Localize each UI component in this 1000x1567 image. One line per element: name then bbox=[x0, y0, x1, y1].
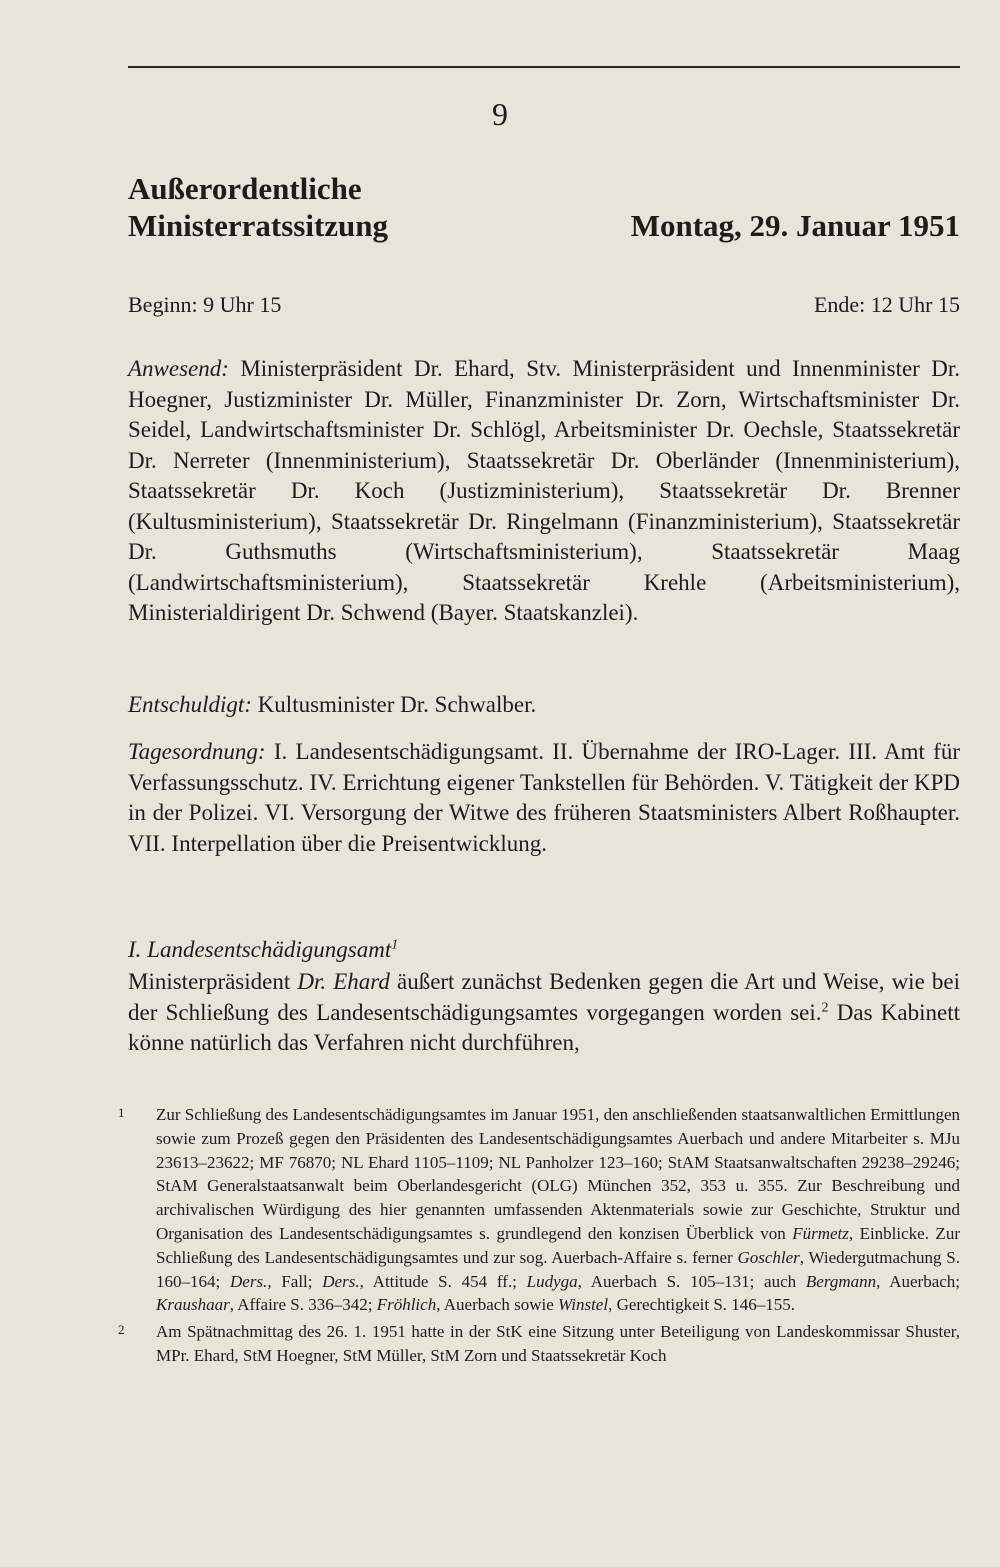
footnotes bbox=[118, 1103, 960, 1368]
section-heading bbox=[128, 935, 960, 966]
excused-label: Entschuldigt: bbox=[128, 692, 252, 717]
document-number: 9 bbox=[492, 96, 508, 132]
footnote-ref-1: 1 bbox=[391, 937, 399, 953]
footnote-1 bbox=[118, 1103, 960, 1317]
attendance-paragraph bbox=[128, 354, 960, 629]
section-heading-text: I. Landesentschädigungsamt bbox=[128, 937, 392, 962]
section-paragraph bbox=[128, 967, 960, 1059]
paragraph-text: Ministerpräsident bbox=[128, 969, 298, 994]
paragraph-text: äußert zunächst Bedenken gegen die Art und Weise, wie bei der Schließung des Landesentschädigungsamtes vorgegangen worden sei. bbox=[128, 969, 960, 1025]
session-date: Montag, 29. Januar 1951 bbox=[630, 208, 960, 243]
footnote-text: Am Spätnachmittag des 26. 1. 1951 hatte in der StK eine Sitzung unter Beteiligung von Landeskommissar Shuster, MPr. Ehard, StM Hoegner, StM Müller, StM Zorn und Staatssekretär Koch bbox=[156, 1322, 960, 1365]
footnote-number: 1 bbox=[118, 1105, 125, 1120]
attendance-text: Ministerpräsident Dr. Ehard, Stv. Ministerpräsident und Innenminister Dr. Hoegner, Justizminister Dr. Müller, Finanzminister Dr. Zorn, Wirtschaftsminister Dr. Seidel, Landwirtschaftsminister Dr. Schlögl, Arbeitsminister Dr. Oechsle, Staatssekretär Dr. Nerreter (Innenministerium), Staatssekretär Dr. Oberländer (Innenministerium), Staatssekretär Dr. Koch (Justizministerium), Staatssekretär Dr. Brenner (Kultusministerium), Staatssekretär Dr. Ringelmann (Finanzministerium), Staatssekretär Dr. Guthsmuths (Wirtschaftsministerium), Staatssekretär Maag (Landwirtschaftsministerium), Staatssekretär Krehle (Arbeitsministerium), Ministerialdirigent Dr. Schwend (Bayer. Staatskanzlei). bbox=[128, 356, 960, 625]
paragraph-text: Das Kabinett könne natürlich das Verfahren nicht durchführen, bbox=[128, 999, 960, 1055]
begin-time: Beginn: 9 Uhr 15 bbox=[128, 292, 282, 317]
end-time: Ende: 12 Uhr 15 bbox=[813, 292, 960, 317]
footnote-number: 2 bbox=[118, 1322, 125, 1338]
excused-paragraph bbox=[128, 690, 960, 721]
title-line-2: Ministerratssitzung bbox=[128, 208, 389, 243]
speaker-name: Dr. Ehard bbox=[297, 969, 390, 994]
session-title bbox=[128, 170, 388, 244]
agenda-label: Tagesordnung: bbox=[128, 739, 266, 764]
footnote-text: Zur Schließung des Landesentschädigungsamtes im Januar 1951, den anschließenden staatsanwaltlichen Ermittlungen sowie zum Prozeß gegen den Präsidenten des Landesentschädigungsamtes Auerbach und andere Mitarbeiter s. MJu 23613–23622; MF 76870; NL Ehard 1105–1109; NL Panholzer 123–160; StAM Staatsanwaltschaften 29238–29246; StAM Generalstaatsanwalt beim Oberlandesgericht (OLG) München 352, 353 u. 355. Zur Beschreibung und archivalischen Würdigung des hier genannten umfassenden Aktenmaterials sowie zur Geschichte, Struktur und Organisation des Landesentschädigungsamtes s. grundlegend den konzisen Überblick von Fürmetz, Einblicke. Zur Schließung des Landesentschädigungsamtes und zur sog. Auerbach-Affaire s. ferner Goschler, Wiedergutmachung S. 160–164; Ders., Fall; Ders., Attitude S. 454 ff.; Ludyga, Auerbach S. 105–131; auch Bergmann, Auerbach; Kraushaar, Affaire S. 336–342; Fröhlich, Auerbach sowie Winstel, Gerechtigkeit S. 146–155. bbox=[156, 1105, 961, 1315]
header-rule bbox=[128, 66, 960, 68]
footnote-2 bbox=[118, 1320, 960, 1368]
agenda-text: I. Landesentschädigungsamt. II. Übernahme der IRO-Lager. III. Amt für Verfassungsschutz. IV. Errichtung eigener Tankstellen für Behörden. V. Tätigkeit der KPD in der Polizei. VI. Versorgung der Witwe des früheren Staatsministers Albert Roßhaupter. VII. Interpellation über die Preisentwicklung. bbox=[128, 739, 960, 856]
footnote-ref-2: 2 bbox=[821, 999, 829, 1015]
excused-text: Kultusminister Dr. Schwalber. bbox=[251, 692, 537, 717]
title-line-1: Außerordentliche bbox=[128, 171, 362, 206]
agenda-paragraph bbox=[128, 737, 960, 859]
attendance-label: Anwesend: bbox=[128, 356, 229, 381]
